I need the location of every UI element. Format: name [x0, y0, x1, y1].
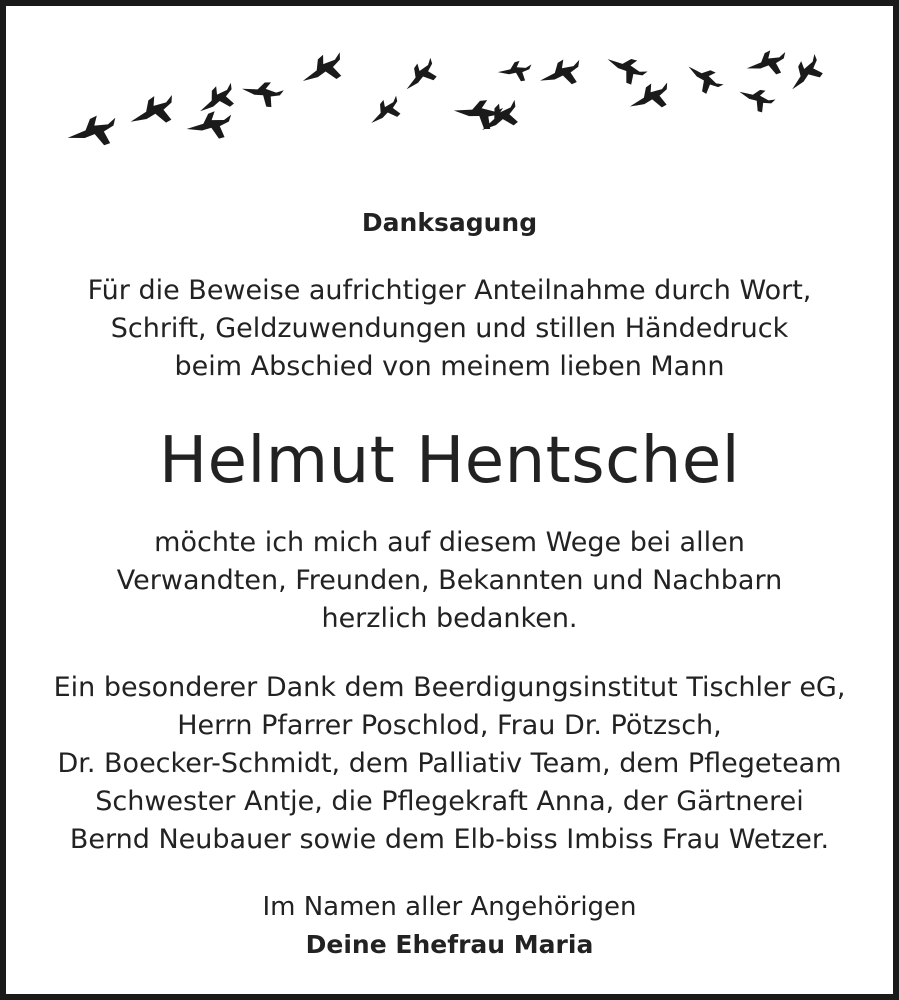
special-thanks-line: Ein besonderer Dank dem Beerdigungsinstitut Tischler eG,: [53, 672, 846, 703]
intro-paragraph: [6, 272, 893, 386]
thanks-line: herzlich bedanken.: [321, 603, 578, 634]
intro-line: Schrift, Geldzuwendungen und stillen Händedruck: [110, 313, 789, 344]
closing-line: Im Namen aller Angehörigen: [262, 892, 637, 922]
special-thanks-line: Herrn Pfarrer Poschlod, Frau Dr. Pötzsch,: [177, 710, 722, 741]
heading-danksagung: Danksagung: [361, 208, 538, 237]
special-thanks-line: Schwester Antje, die Pflegekraft Anna, der Gärtnerei: [95, 786, 804, 817]
thanks-line: möchte ich mich auf diesem Wege bei allen: [154, 527, 745, 558]
signature: Deine Ehefrau Maria: [305, 930, 594, 959]
special-thanks-line: Dr. Boecker-Schmidt, dem Palliativ Team, dem Pflegeteam: [57, 748, 842, 779]
flying-birds-flock-icon: [6, 6, 893, 176]
special-thanks-paragraph: [6, 669, 893, 859]
thanks-paragraph: [6, 524, 893, 638]
intro-line: Für die Beweise aufrichtiger Anteilnahme durch Wort,: [87, 275, 812, 306]
deceased-name: Helmut Hentschel: [158, 424, 741, 498]
special-thanks-line: Bernd Neubauer sowie dem Elb-biss Imbiss Frau Wetzer.: [69, 824, 830, 855]
closing-block: [6, 888, 893, 964]
intro-line: beim Abschied von meinem lieben Mann: [174, 351, 725, 382]
thanks-line: Verwandten, Freunden, Bekannten und Nachbarn: [116, 565, 783, 596]
